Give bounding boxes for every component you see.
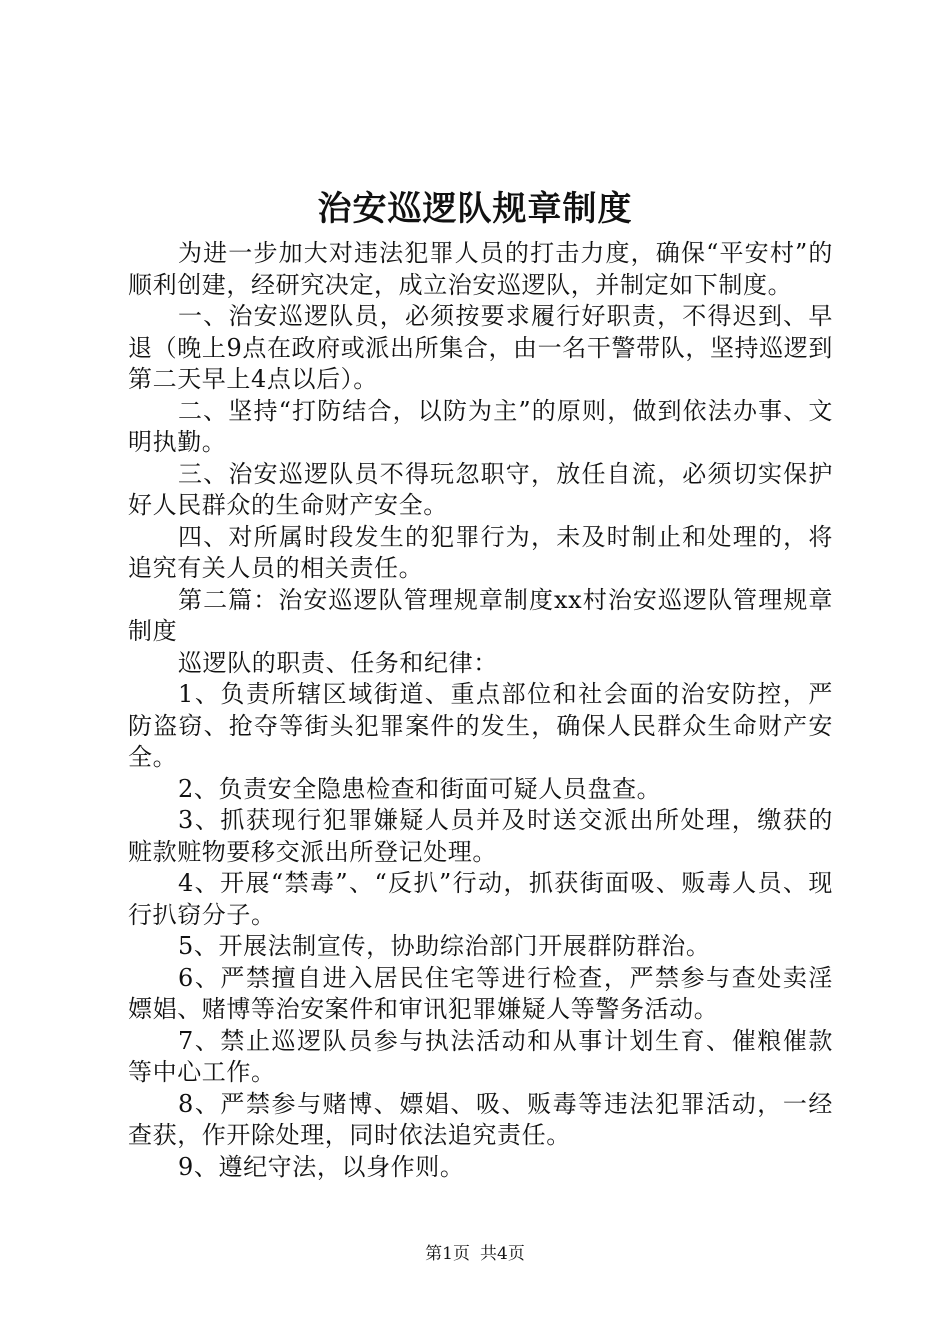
document-title: 治安巡逻队规章制度	[317, 189, 633, 229]
paragraph: 5、开展法制宣传，协助综治部门开展群防群治。	[178, 932, 711, 960]
paragraph: 6、严禁擅自进入居民住宅等进行检查，严禁参与查处卖淫嫖娼、赌博等治安案件和审讯犯罪嫌疑人等警务活动。	[128, 963, 833, 1023]
paragraph: 二、坚持“打防结合，以防为主”的原则，做到依法办事、文明执勤。	[128, 396, 833, 456]
paragraph: 2、负责安全隐患检查和街面可疑人员盘查。	[178, 774, 662, 803]
paragraph: 7、禁止巡逻队员参与执法活动和从事计划生育、催粮催款等中心工作。	[128, 1026, 833, 1086]
document-body	[128, 238, 833, 1183]
paragraph: 三、治安巡逻队员不得玩忽职守，放任自流，必须切实保护好人民群众的生命财产安全。	[128, 459, 833, 519]
paragraph: 9、遵纪守法，以身作则。	[178, 1152, 465, 1181]
paragraph: 巡逻队的职责、任务和纪律：	[178, 648, 498, 677]
paragraph: 4、开展“禁毒”、“反扒”行动，抓获街面吸、贩毒人员、现行扒窃分子。	[128, 869, 833, 929]
paragraph: 1、负责所辖区域街道、重点部位和社会面的治安防控，严防盗窃、抢夺等街头犯罪案件的发生，确保人民群众生命财产安全。	[128, 680, 833, 771]
paragraph: 8、严禁参与赌博、嫖娼、吸、贩毒等违法犯罪活动，一经查获，作开除处理，同时依法追究责任。	[128, 1089, 833, 1149]
page-number-current: 第1页	[425, 1244, 470, 1264]
paragraph: 3、抓获现行犯罪嫌疑人员并及时送交派出所处理，缴获的赃款赃物要移交派出所登记处理。	[128, 806, 833, 866]
page-footer	[0, 1242, 950, 1266]
paragraph: 第二篇：治安巡逻队管理规章制度xx村治安巡逻队管理规章制度	[128, 585, 833, 645]
paragraph: 四、对所属时段发生的犯罪行为，未及时制止和处理的，将追究有关人员的相关责任。	[128, 522, 833, 582]
paragraph: 一、治安巡逻队员，必须按要求履行好职责，不得迟到、早退（晚上9点在政府或派出所集合，由一名干警带队，坚持巡逻到第二天早上4点以后）。	[128, 302, 833, 393]
paragraph: 为进一步加大对违法犯罪人员的打击力度，确保“平安村”的顺利创建，经研究决定，成立治安巡逻队，并制定如下制度。	[128, 239, 833, 299]
page-number-total: 共4页	[480, 1244, 525, 1264]
